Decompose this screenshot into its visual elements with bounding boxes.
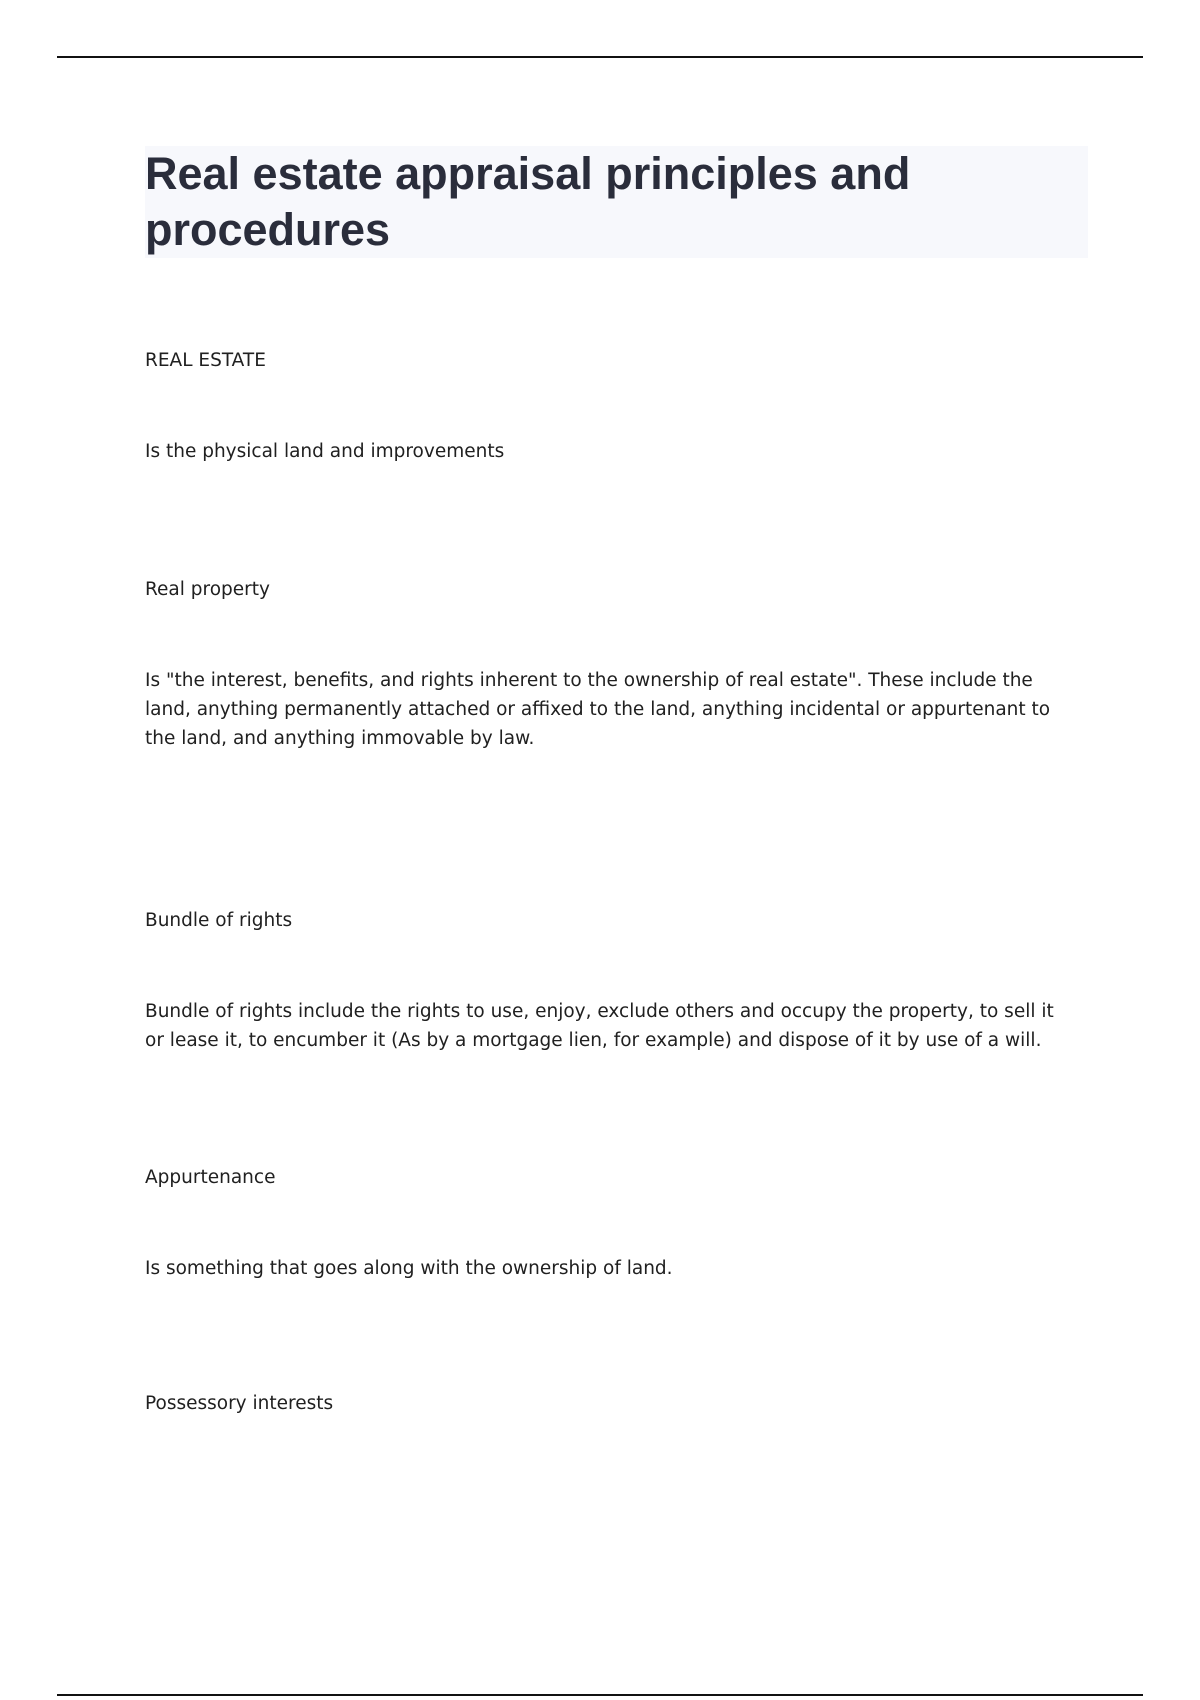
term-bundle-of-rights: Bundle of rights xyxy=(145,910,293,931)
definition-real-property: Is "the interest, benefits, and rights inherent to the ownership of real estate". These include the land, anything permanently attached or affixed to the land, anything incidental or appurtenant to the land, and anything immovable by law. xyxy=(145,670,1051,749)
bottom-rule xyxy=(57,1694,1143,1696)
top-rule xyxy=(57,56,1143,58)
definition-real-estate: Is the physical land and improvements xyxy=(145,441,505,462)
term-possessory-interests: Possessory interests xyxy=(145,1393,334,1414)
term-appurtenance: Appurtenance xyxy=(145,1167,276,1188)
term-real-property: Real property xyxy=(145,579,270,600)
term-real-estate: REAL ESTATE xyxy=(145,350,266,371)
definition-bundle-of-rights: Bundle of rights include the rights to use, enjoy, exclude others and occupy the property, to sell it or lease it, to encumber it (As by a mortgage lien, for example) and dispose of it by use of a will. xyxy=(145,1001,1054,1051)
title-block xyxy=(145,146,1088,258)
page-title: Real estate appraisal principles and procedures xyxy=(145,148,911,255)
definition-appurtenance: Is something that goes along with the ownership of land. xyxy=(145,1258,673,1279)
